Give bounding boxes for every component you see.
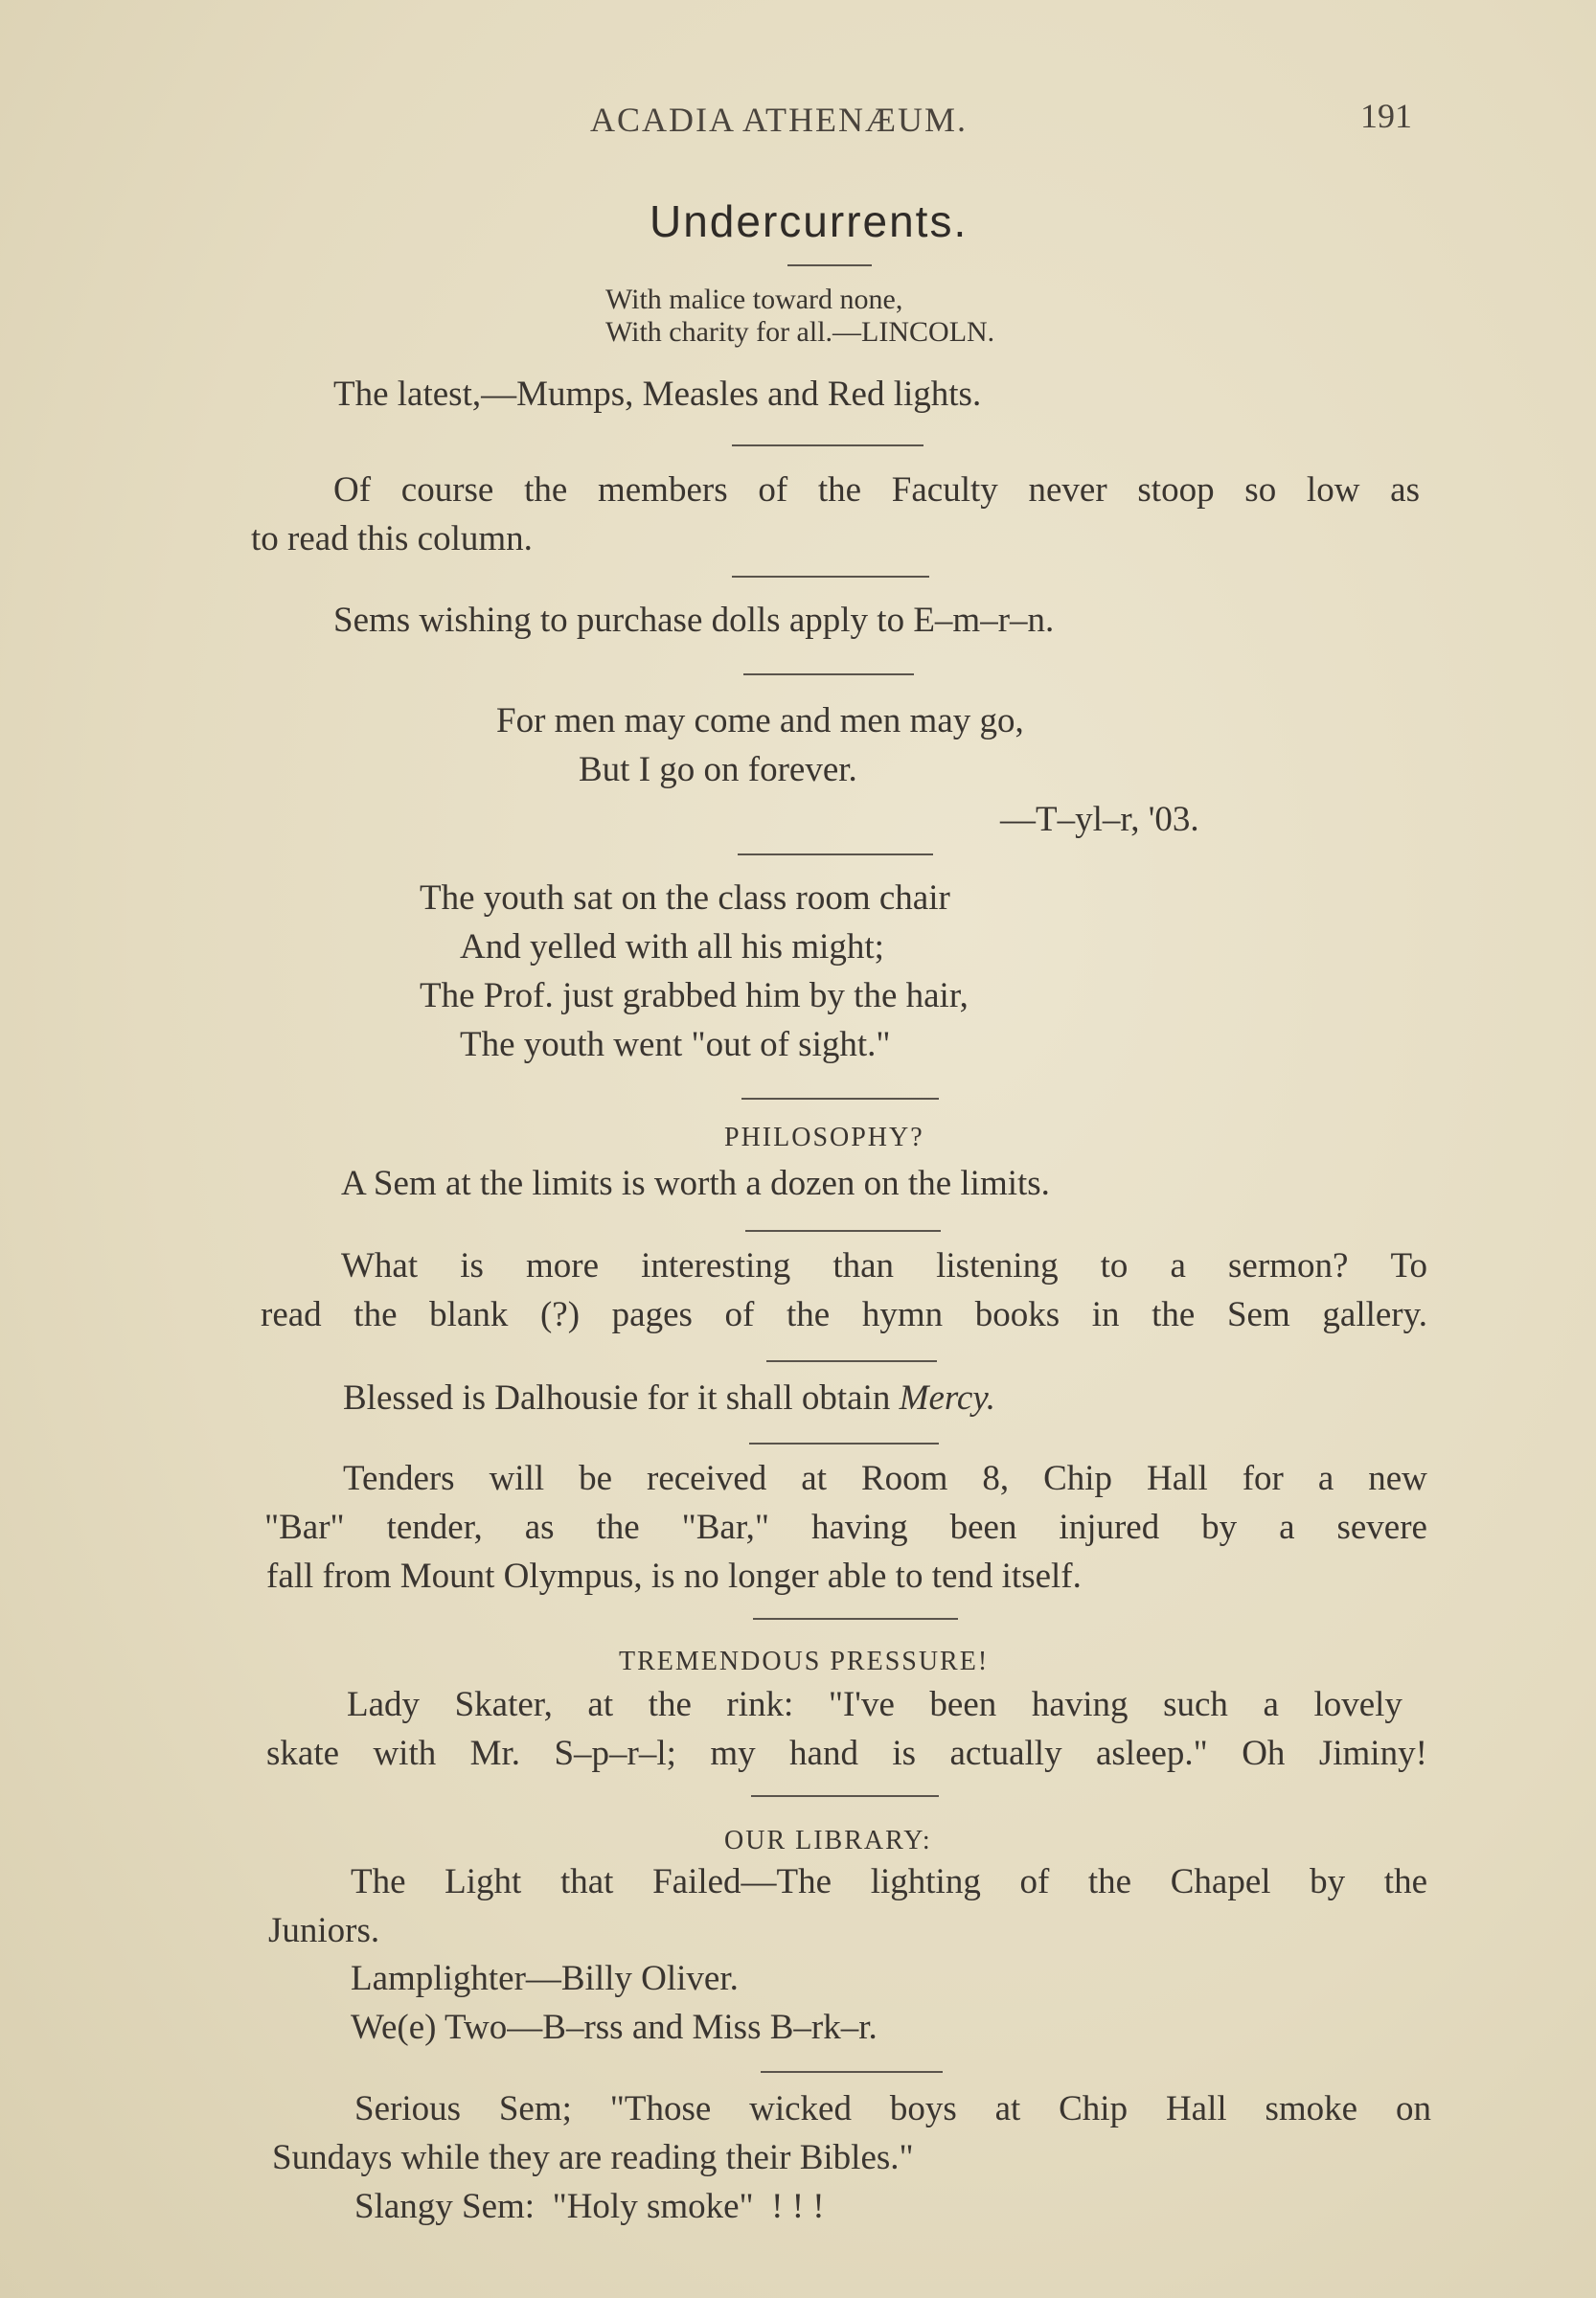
word: hymn bbox=[861, 1295, 944, 1334]
title-rule bbox=[787, 264, 872, 266]
word: the bbox=[1383, 1862, 1427, 1901]
word: will bbox=[489, 1459, 545, 1498]
word: blank bbox=[429, 1295, 509, 1334]
word: (?) bbox=[539, 1295, 581, 1334]
word: my bbox=[710, 1734, 756, 1773]
word: Hall bbox=[1147, 1459, 1208, 1498]
word: Sem; bbox=[498, 2089, 572, 2128]
section-title: Undercurrents. bbox=[650, 196, 969, 246]
word: injured bbox=[1059, 1508, 1160, 1547]
word: interesting bbox=[641, 1246, 791, 1286]
word: such bbox=[1163, 1685, 1228, 1724]
word: To bbox=[1390, 1246, 1427, 1286]
word: by bbox=[1201, 1508, 1238, 1547]
word: Jiminy! bbox=[1318, 1734, 1427, 1773]
item-library-line-4: We(e) Two—B–rss and Miss B–rk–r. bbox=[351, 2008, 878, 2047]
word: Sem bbox=[1226, 1295, 1290, 1334]
poem2-line-2: And yelled with all his might; bbox=[460, 927, 884, 967]
poem1-line-2: But I go on forever. bbox=[579, 750, 857, 789]
poem1-attribution: —T–yl–r, '03. bbox=[1000, 800, 1199, 839]
divider bbox=[732, 576, 929, 578]
page-number: 191 bbox=[1360, 97, 1412, 135]
word: at bbox=[801, 1459, 827, 1498]
divider bbox=[741, 1098, 939, 1100]
word: hand bbox=[789, 1734, 858, 1773]
word: at bbox=[994, 2089, 1021, 2128]
item-library-line-1 bbox=[351, 1861, 1427, 1902]
pressure-heading: TREMENDOUS PRESSURE! bbox=[619, 1647, 990, 1676]
word: Chip bbox=[1043, 1459, 1113, 1498]
word: "Bar" bbox=[264, 1508, 345, 1547]
word: listening bbox=[936, 1246, 1059, 1286]
word: received bbox=[647, 1459, 767, 1498]
word: Light bbox=[445, 1862, 522, 1901]
poem2-line-3: The Prof. just grabbed him by the hair, bbox=[420, 976, 969, 1015]
word: Failed—The bbox=[652, 1862, 832, 1901]
divider bbox=[753, 1618, 958, 1620]
word: as bbox=[1390, 470, 1420, 510]
word: course bbox=[400, 470, 494, 510]
word: low bbox=[1306, 470, 1360, 510]
word: the bbox=[648, 1685, 692, 1724]
word: been bbox=[949, 1508, 1017, 1547]
word: sermon? bbox=[1228, 1246, 1349, 1286]
divider bbox=[745, 1230, 941, 1232]
word: What bbox=[341, 1246, 419, 1286]
epigraph-line-1: With malice toward none, bbox=[605, 284, 903, 315]
word: Skater, bbox=[454, 1685, 553, 1724]
word: members bbox=[597, 470, 728, 510]
running-header: ACADIA ATHENÆUM. bbox=[590, 101, 969, 139]
item-library-line-2: Juniors. bbox=[268, 1911, 380, 1950]
word: "Those bbox=[609, 2089, 712, 2128]
word: the bbox=[817, 470, 862, 510]
word: rink: bbox=[726, 1685, 794, 1724]
item-sems-dolls: Sems wishing to purchase dolls apply to E–m–r–n. bbox=[333, 601, 1055, 640]
word: severe bbox=[1336, 1508, 1427, 1547]
word: Room bbox=[860, 1459, 948, 1498]
word: Chip bbox=[1059, 2089, 1129, 2128]
word: a bbox=[1170, 1246, 1186, 1286]
word: boys bbox=[889, 2089, 957, 2128]
word: tender, bbox=[386, 1508, 483, 1547]
word: to bbox=[1100, 1246, 1129, 1286]
word: been bbox=[929, 1685, 997, 1724]
word: in bbox=[1091, 1295, 1120, 1334]
item-pressure-line-2 bbox=[266, 1733, 1427, 1774]
word: Hall bbox=[1165, 2089, 1227, 2128]
word: having bbox=[810, 1508, 908, 1547]
word: books bbox=[974, 1295, 1060, 1334]
word: the bbox=[596, 1508, 640, 1547]
word: read bbox=[261, 1295, 322, 1334]
word: the bbox=[1087, 1862, 1132, 1901]
word: lighting bbox=[870, 1862, 981, 1901]
divider bbox=[761, 2071, 943, 2073]
poem1-line-1: For men may come and men may go, bbox=[496, 701, 1024, 740]
word: a bbox=[1279, 1508, 1295, 1547]
item-tenders-line-3: fall from Mount Olympus, is no longer able to tend itself. bbox=[266, 1557, 1082, 1596]
word: is bbox=[460, 1246, 484, 1286]
item-pressure-line-1 bbox=[347, 1684, 1402, 1725]
word: at bbox=[587, 1685, 614, 1724]
word: stoop bbox=[1137, 470, 1215, 510]
word: having bbox=[1031, 1685, 1129, 1724]
word: Chapel bbox=[1170, 1862, 1271, 1901]
word: actually bbox=[949, 1734, 1062, 1773]
word: is bbox=[892, 1734, 917, 1773]
word: for bbox=[1242, 1459, 1284, 1498]
word: pages bbox=[611, 1295, 693, 1334]
word: by bbox=[1310, 1862, 1346, 1901]
item-serious-line-3: Slangy Sem: "Holy smoke" ! ! ! bbox=[354, 2187, 825, 2226]
item-faculty-line-2: to read this column. bbox=[251, 519, 533, 558]
word: of bbox=[1019, 1862, 1050, 1901]
word: of bbox=[758, 470, 788, 510]
word: a bbox=[1263, 1685, 1279, 1724]
word: a bbox=[1317, 1459, 1334, 1498]
word: never bbox=[1028, 470, 1107, 510]
word: Serious bbox=[354, 2089, 461, 2128]
word: the bbox=[353, 1295, 398, 1334]
poem2-line-1: The youth sat on the class room chair bbox=[420, 878, 950, 918]
item-tenders-line-2 bbox=[264, 1507, 1427, 1548]
item-sermon-line-2 bbox=[261, 1294, 1427, 1335]
word: S–p–r–l; bbox=[554, 1734, 676, 1773]
divider bbox=[749, 1443, 939, 1445]
word: the bbox=[524, 470, 568, 510]
word: asleep." bbox=[1095, 1734, 1208, 1773]
word: Mr. bbox=[469, 1734, 521, 1773]
item-serious-line-1 bbox=[354, 2088, 1431, 2129]
word: wicked bbox=[749, 2089, 852, 2128]
poem2-line-4: The youth went "out of sight." bbox=[460, 1025, 891, 1064]
item-serious-line-2: Sundays while they are reading their Bibles." bbox=[272, 2138, 914, 2177]
word: Oh bbox=[1242, 1734, 1286, 1773]
item-library-line-3: Lamplighter—Billy Oliver. bbox=[351, 1959, 739, 1998]
word: so bbox=[1244, 470, 1277, 510]
dalhousie-text: Blessed is Dalhousie for it shall obtain bbox=[343, 1378, 891, 1418]
item-latest: The latest,—Mumps, Measles and Red lights. bbox=[333, 375, 982, 414]
epigraph-line-2: With charity for all.—LINCOLN. bbox=[605, 316, 995, 348]
word: with bbox=[373, 1734, 437, 1773]
library-heading: OUR LIBRARY: bbox=[724, 1826, 932, 1855]
item-sermon-line-1 bbox=[341, 1245, 1427, 1286]
item-tenders-line-1 bbox=[343, 1458, 1427, 1499]
divider bbox=[743, 673, 914, 675]
word: than bbox=[832, 1246, 895, 1286]
word: be bbox=[579, 1459, 613, 1498]
divider bbox=[732, 444, 923, 446]
word: on bbox=[1395, 2089, 1431, 2128]
word: "Bar," bbox=[681, 1508, 770, 1547]
word: as bbox=[524, 1508, 555, 1547]
philosophy-text: A Sem at the limits is worth a dozen on the limits. bbox=[341, 1164, 1050, 1203]
word: that bbox=[559, 1862, 614, 1901]
word: The bbox=[351, 1862, 406, 1901]
divider bbox=[751, 1795, 939, 1797]
philosophy-heading: PHILOSOPHY? bbox=[724, 1123, 924, 1152]
word: the bbox=[1151, 1295, 1196, 1334]
word: more bbox=[525, 1246, 599, 1286]
word: new bbox=[1368, 1459, 1427, 1498]
dalhousie-italic: Mercy. bbox=[899, 1378, 995, 1418]
divider bbox=[766, 1360, 937, 1362]
word: of bbox=[724, 1295, 755, 1334]
word: the bbox=[786, 1295, 831, 1334]
word: Tenders bbox=[343, 1459, 455, 1498]
word: smoke bbox=[1265, 2089, 1358, 2128]
word: Faculty bbox=[891, 470, 998, 510]
divider bbox=[738, 853, 933, 855]
word: skate bbox=[266, 1734, 340, 1773]
word: 8, bbox=[982, 1459, 1010, 1498]
word: Lady bbox=[347, 1685, 421, 1724]
word: Of bbox=[333, 470, 372, 510]
word: "I've bbox=[828, 1685, 895, 1724]
word: gallery. bbox=[1322, 1295, 1427, 1334]
item-faculty-line-1 bbox=[333, 469, 1420, 511]
word: lovely bbox=[1313, 1685, 1402, 1724]
item-dalhousie bbox=[343, 1377, 995, 1419]
